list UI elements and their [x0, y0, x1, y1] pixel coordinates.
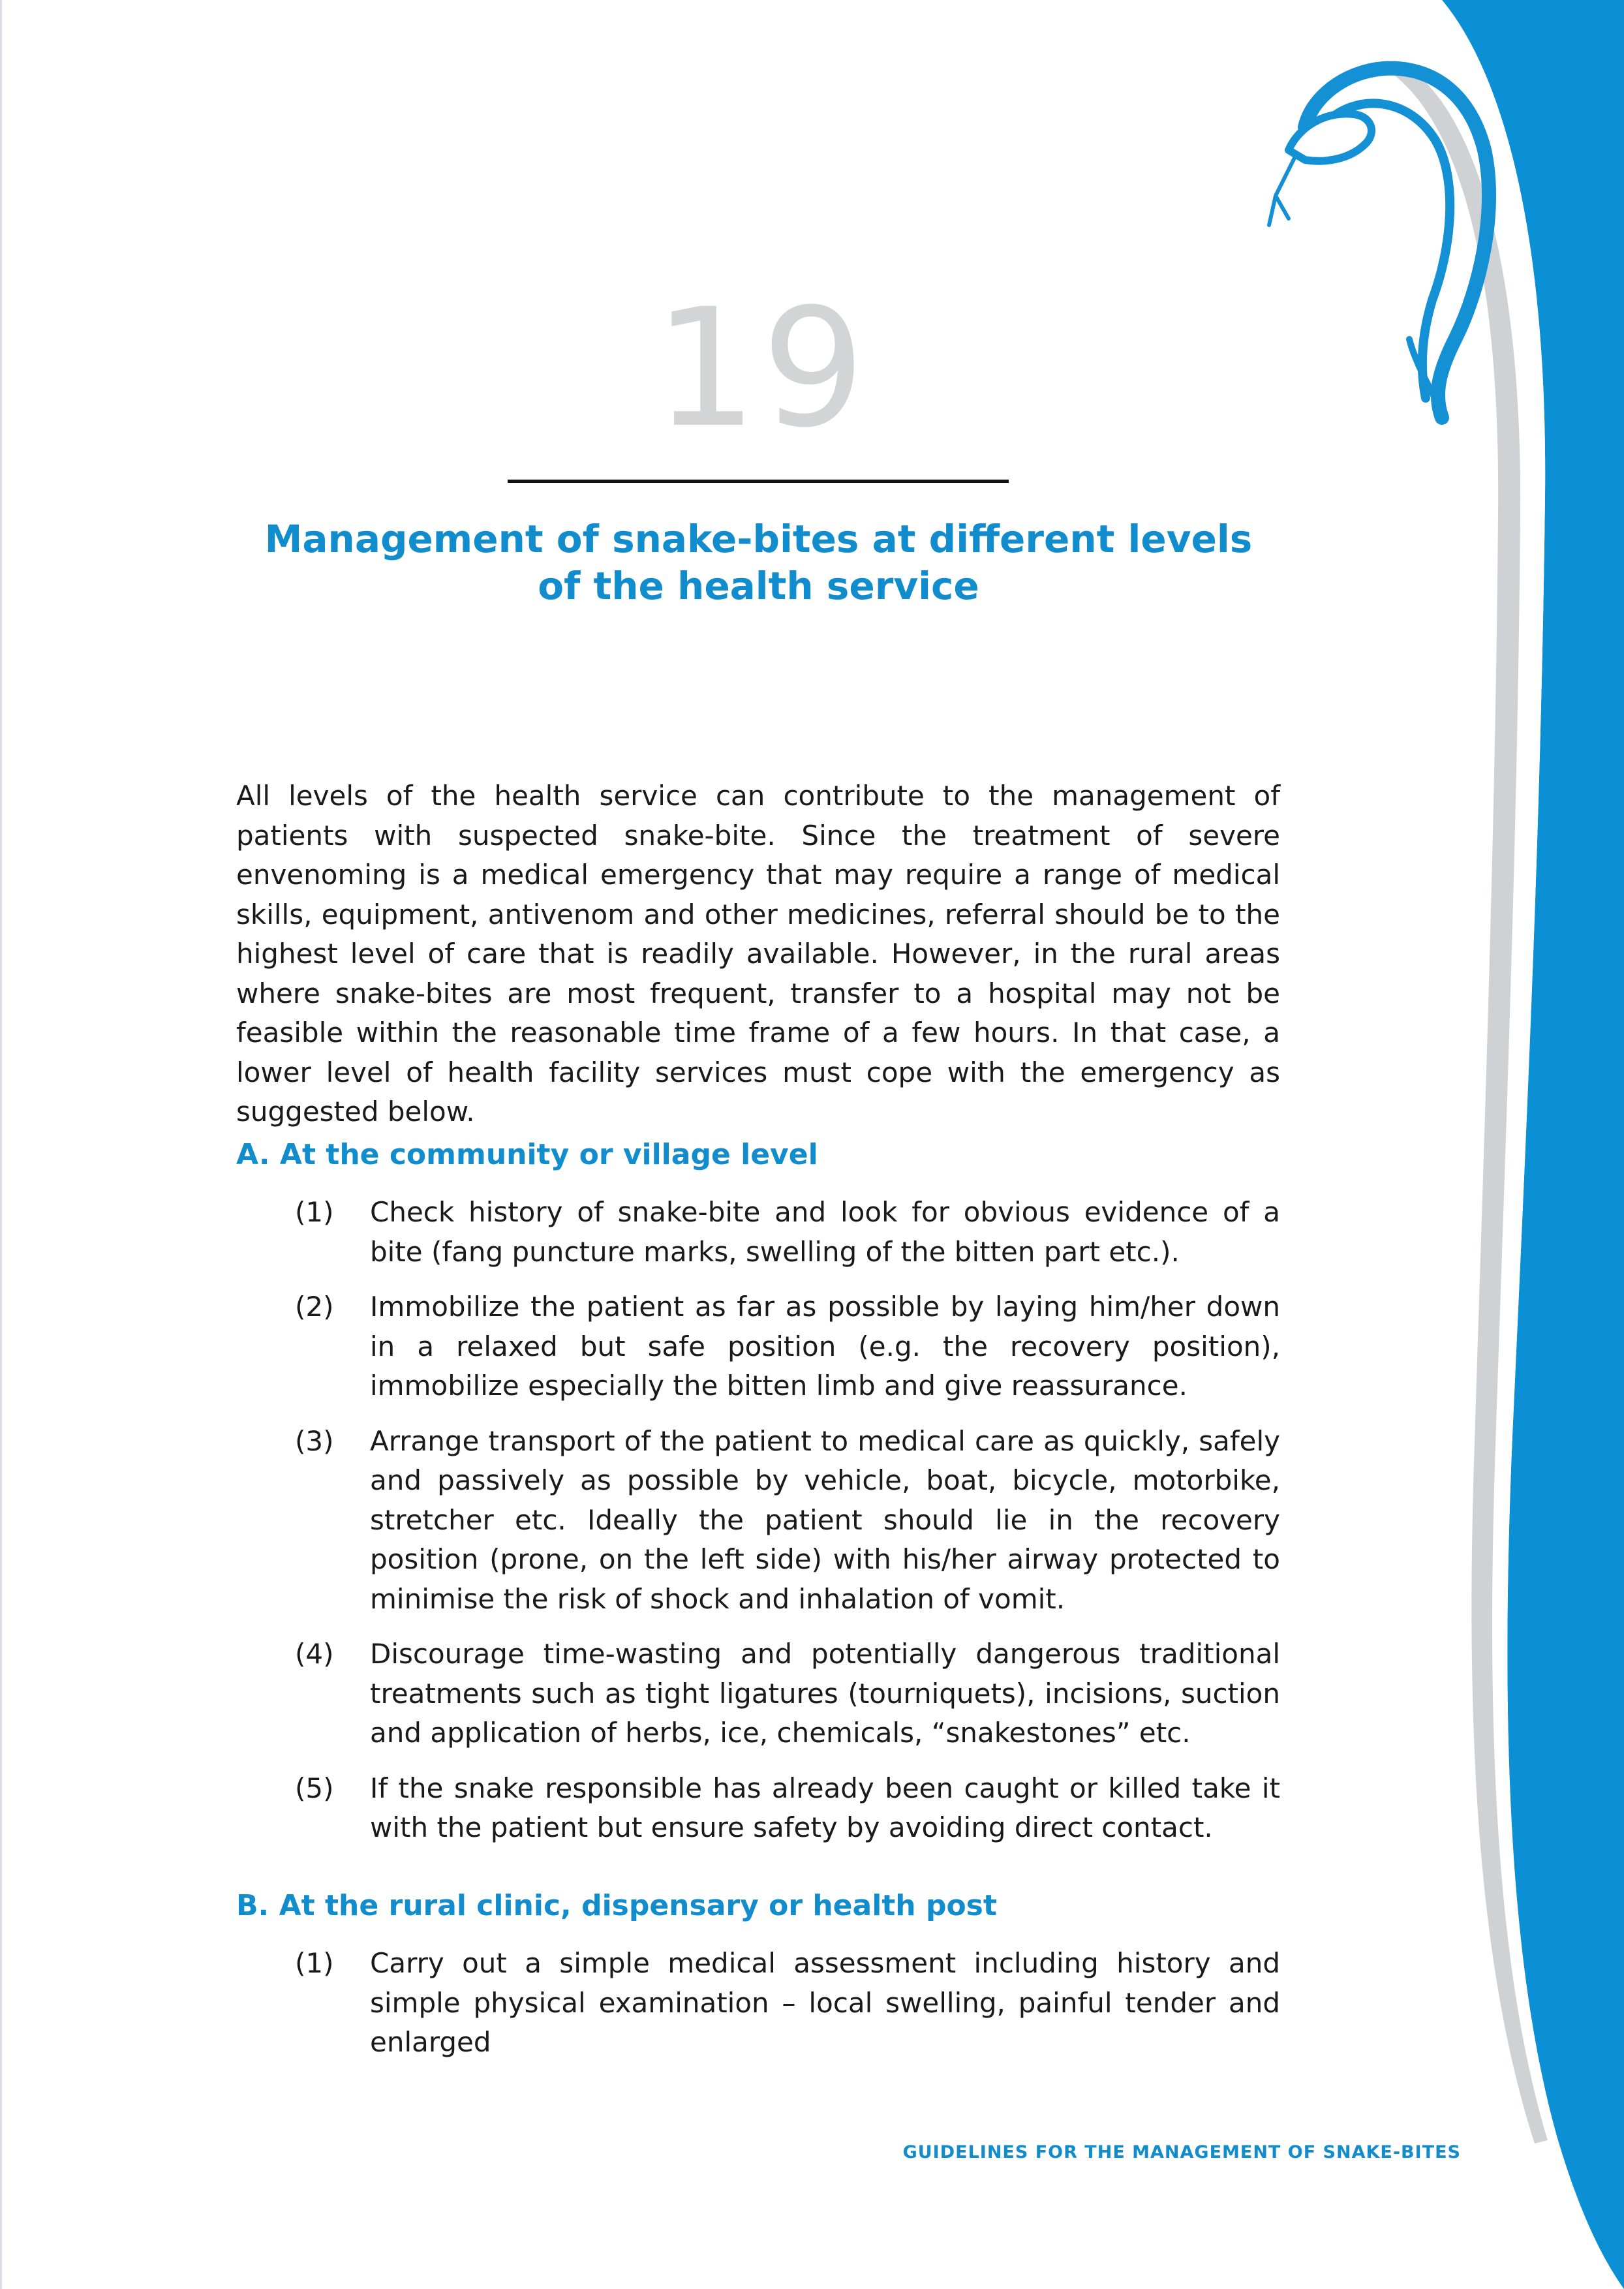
- item-number: (2): [295, 1291, 334, 1323]
- list-item: [236, 1635, 1280, 1753]
- list-item: [236, 1944, 1280, 2063]
- item-text: Arrange transport of the patient to medical care as quickly, safely and passively as possible by vehicle, boat, bicycle, motorbike, stretcher etc. Ideally the patient should lie in the recovery position (prone, on the left side) with his/her airway protected to minimise the risk of shock and inhalation of vomit.: [370, 1424, 1280, 1615]
- running-footer: GUIDELINES FOR THE MANAGEMENT OF SNAKE-BITES: [902, 2142, 1461, 2162]
- item-text: If the snake responsible has already been caught or killed take it with the patient but ensure safety by avoiding direct contact.: [370, 1772, 1280, 1843]
- chapter-title-line1: Management of snake-bites at different levels: [264, 517, 1253, 561]
- item-number: (3): [295, 1424, 334, 1457]
- list-item: [236, 1769, 1280, 1848]
- section-b-list: [236, 1944, 1280, 2078]
- intro-paragraph: All levels of the health service can contribute to the management of patients with suspected snake-bite. Since the treatment of severe envenoming is a medical emergency that may require a range of medical skills, equipment, antivenom and other medicines, referral should be to the highest level of care that is readily available. However, in the rural areas where snake-bites are most frequent, transfer to a hospital may not be feasible within the reasonable time frame of a few hours. In that case, a lower level of health facility services must cope with the emergency as suggested below.: [236, 780, 1280, 1128]
- chapter-number: 19: [653, 273, 870, 463]
- item-text: Check history of snake-bite and look for obvious evidence of a bite (fang puncture marks, swelling of the bitten part etc.).: [370, 1196, 1280, 1268]
- section-a-heading: A. At the community or village level: [236, 1138, 818, 1171]
- chapter-title: [215, 515, 1302, 609]
- item-number: (1): [295, 1196, 334, 1228]
- list-item: [236, 1287, 1280, 1406]
- list-item: [236, 1193, 1280, 1272]
- item-number: (4): [295, 1638, 334, 1670]
- item-text: Immobilize the patient as far as possible by laying him/her down in a relaxed but safe position (e.g. the recovery position), immobilize especially the bitten limb and give reassurance.: [370, 1291, 1280, 1402]
- section-b-heading: B. At the rural clinic, dispensary or health post: [236, 1889, 997, 1922]
- chapter-title-line2: of the health service: [538, 564, 979, 608]
- item-number: (1): [295, 1947, 334, 1979]
- item-text: Discourage time-wasting and potentially dangerous traditional treatments such as tight ligatures (tourniquets), incisions, suction and application of herbs, ice, chemicals, “snakestones” etc.: [370, 1638, 1280, 1749]
- section-a-list: [236, 1193, 1280, 1864]
- list-item: [236, 1422, 1280, 1620]
- item-number: (5): [295, 1772, 334, 1804]
- item-text: Carry out a simple medical assessment including history and simple physical examination – local swelling, painful tender and enlarged: [370, 1947, 1280, 2058]
- chapter-rule: [508, 480, 1009, 483]
